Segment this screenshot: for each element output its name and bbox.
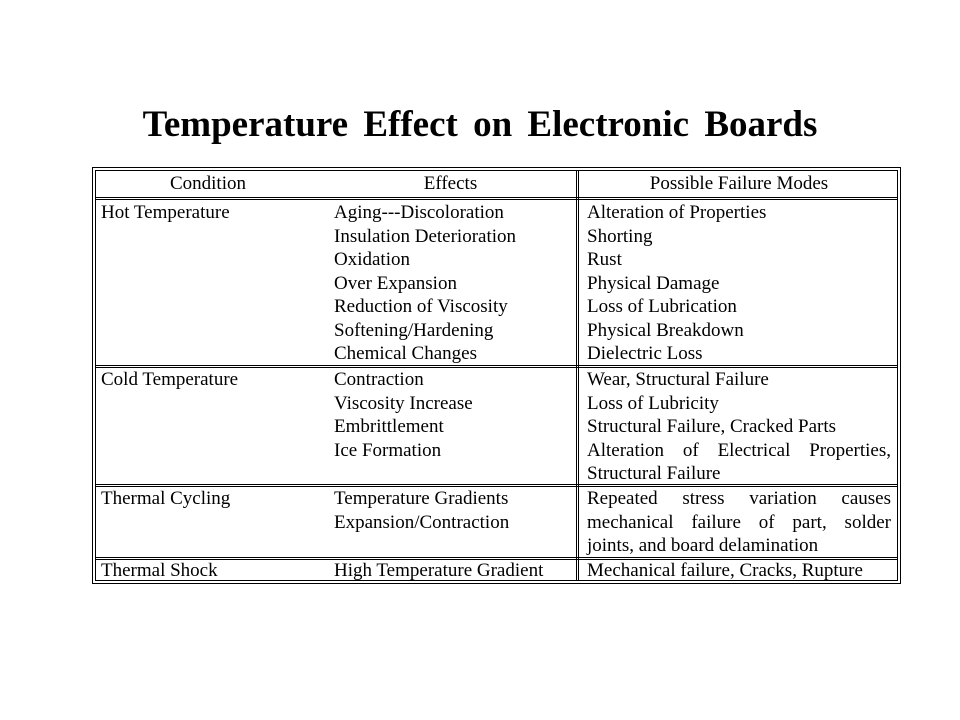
effects-cell (334, 487, 509, 534)
failure-modes-cell (587, 368, 891, 486)
effect-item: Embrittlement (334, 416, 444, 437)
failure-mode-item: Alteration of Electrical Properties, (587, 439, 891, 461)
effect-item: Oxidation (334, 249, 410, 270)
failure-mode-item: mechanical failure of part, solder (587, 511, 891, 533)
failure-mode-item: Alteration of Properties (587, 202, 767, 223)
failure-mode-item: Dielectric Loss (587, 343, 703, 364)
effects-cell (334, 368, 473, 462)
column-divider (578, 170, 579, 581)
effect-item: Softening/Hardening (334, 319, 494, 341)
effect-item: Aging---Discoloration (334, 202, 504, 223)
effect-item: Ice Formation (334, 439, 442, 461)
effects-cell (334, 560, 543, 582)
failure-modes-cell (587, 487, 891, 558)
effect-item: Expansion/Contraction (334, 511, 510, 533)
effect-item: Chemical Changes (334, 343, 477, 364)
effect-item: Viscosity Increase (334, 392, 473, 414)
failure-mode-item: Mechanical failure, Cracks, Rupture (587, 560, 863, 581)
failure-mode-item: Rust (587, 249, 622, 270)
failure-mode-item: Wear, Structural Failure (587, 369, 769, 390)
effect-item: Insulation Deterioration (334, 225, 517, 247)
failure-mode-item: Loss of Lubrication (587, 296, 737, 317)
effect-item: Contraction (334, 369, 424, 390)
failure-modes-cell (587, 560, 863, 582)
failure-mode-item: Physical Damage (587, 272, 720, 294)
page-title: Temperature Effect on Electronic Boards (142, 104, 818, 145)
effect-item: Over Expansion (334, 272, 457, 294)
header-failure-modes: Possible Failure Modes (649, 173, 829, 194)
failure-mode-item: Physical Breakdown (587, 319, 744, 341)
condition-cell: Hot Temperature (101, 202, 230, 223)
condition-cell: Thermal Cycling (101, 488, 231, 509)
failure-modes-table (92, 167, 901, 584)
header-effects: Effects (423, 173, 478, 194)
effects-cell (334, 201, 516, 366)
failure-mode-item: joints, and board delamination (587, 535, 819, 556)
effect-item: Reduction of Viscosity (334, 296, 508, 317)
failure-mode-item: Structural Failure, Cracked Parts (587, 416, 837, 437)
failure-mode-item: Repeated stress variation causes (587, 488, 891, 509)
column-divider (576, 170, 577, 581)
effect-item: Temperature Gradients (334, 488, 509, 509)
condition-cell: Cold Temperature (101, 369, 239, 390)
header-condition: Condition (169, 173, 246, 194)
failure-mode-item: Loss of Lubricity (587, 392, 719, 414)
failure-modes-cell (587, 201, 766, 366)
failure-mode-item: Structural Failure (587, 463, 721, 484)
failure-mode-item: Shorting (587, 225, 653, 247)
condition-cell: Thermal Shock (101, 560, 218, 581)
effect-item: High Temperature Gradient (334, 560, 544, 581)
